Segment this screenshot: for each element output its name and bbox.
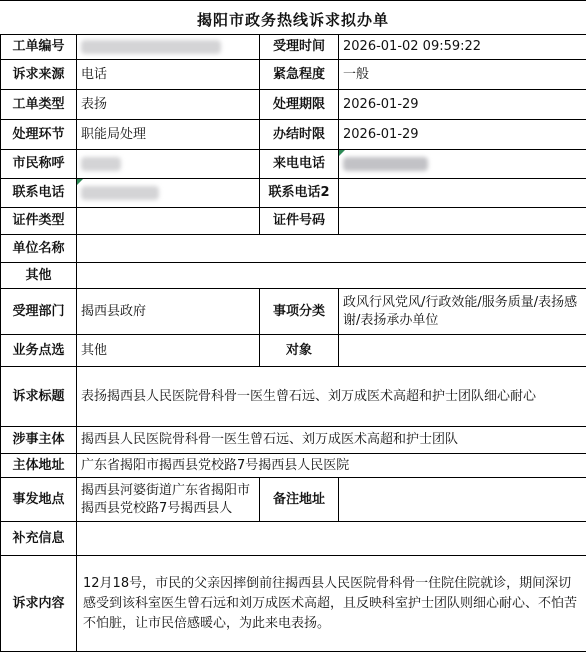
label-category: 事项分类 — [260, 289, 339, 335]
row-content — [1, 556, 586, 652]
other-value — [77, 263, 586, 289]
label-remark-addr: 备注地址 — [260, 478, 339, 522]
id-no-value — [339, 208, 586, 235]
label-other: 其他 — [1, 263, 77, 289]
accept-time-value: 2026-01-02 09:59:22 — [339, 35, 586, 60]
comment-mark-icon — [77, 179, 83, 185]
label-stage: 处理环节 — [1, 120, 77, 150]
urgency-value: 一般 — [339, 60, 586, 90]
label-business: 业务点选 — [1, 335, 77, 367]
finish-limit-value: 2026-01-29 — [339, 120, 586, 150]
label-urgency: 紧急程度 — [260, 60, 339, 90]
label-object: 对象 — [260, 335, 339, 367]
row-extra — [1, 522, 586, 556]
label-accept-time: 受理时间 — [260, 35, 339, 60]
row-other — [1, 263, 586, 289]
label-party-addr: 主体地址 — [1, 454, 77, 478]
order-type-value: 表扬 — [77, 90, 260, 120]
label-citizen-name: 市民称呼 — [1, 150, 77, 179]
redacted-citizen-name — [81, 157, 121, 171]
category-value: 政风行风党风/行政效能/服务质量/表扬感谢/表扬承办单位 — [339, 289, 586, 335]
place-value: 揭西县河婆街道广东省揭阳市揭西县党校路7号揭西县人 — [77, 478, 260, 522]
party-value: 揭西县人民医院骨科骨一医生曾石远、刘万成医术高超和护士团队 — [77, 427, 586, 454]
row-citizen — [1, 150, 586, 179]
label-incoming-phone: 来电电话 — [260, 150, 339, 179]
source-value: 电话 — [77, 60, 260, 90]
label-source: 诉求来源 — [1, 60, 77, 90]
form-title: 揭阳市政务热线诉求拟办单 — [0, 0, 586, 37]
label-deadline: 处理期限 — [260, 90, 339, 120]
row-source — [1, 60, 586, 90]
label-extra-info: 补充信息 — [1, 522, 77, 556]
label-work-order-no: 工单编号 — [1, 35, 77, 60]
row-work-order — [1, 35, 586, 60]
row-party — [1, 427, 586, 454]
contact-phone2-value — [339, 179, 586, 208]
label-id-no: 证件号码 — [260, 208, 339, 235]
row-business — [1, 335, 586, 367]
citizen-name-value — [77, 150, 260, 179]
row-stage — [1, 120, 586, 150]
org-name-value — [77, 235, 586, 263]
label-org-name: 单位名称 — [1, 235, 77, 263]
stage-value: 职能局处理 — [77, 120, 260, 150]
deadline-value: 2026-01-29 — [339, 90, 586, 120]
label-party: 涉事主体 — [1, 427, 77, 454]
remark-addr-value — [339, 478, 586, 522]
label-finish-limit: 办结时限 — [260, 120, 339, 150]
work-order-no-value — [77, 35, 260, 60]
row-subject — [1, 367, 586, 427]
row-id — [1, 208, 586, 235]
comment-mark-icon — [339, 150, 345, 156]
label-id-type: 证件类型 — [1, 208, 77, 235]
redacted-contact-phone — [81, 186, 159, 200]
row-place — [1, 478, 586, 522]
label-contact-phone: 联系电话 — [1, 179, 77, 208]
content-value: 12月18号，市民的父亲因摔倒前往揭西县人民医院骨科骨一住院住院就诊，期间深切感受到该科室医生曾石远和刘万成医术高超，且反映科室护士团队则细心耐心、不怕苦不怕脏，让市民倍感暖心，为此来电表扬。 — [77, 556, 586, 652]
dept-value: 揭西县政府 — [77, 289, 260, 335]
subject-value: 表扬揭西县人民医院骨科骨一医生曾石远、刘万成医术高超和护士团队细心耐心 — [77, 367, 586, 427]
contact-phone-value — [77, 179, 260, 208]
row-dept — [1, 289, 586, 335]
label-order-type: 工单类型 — [1, 90, 77, 120]
row-party-addr — [1, 454, 586, 478]
label-content: 诉求内容 — [1, 556, 77, 652]
redacted-incoming-phone — [343, 157, 428, 171]
party-addr-value: 广东省揭阳市揭西县党校路7号揭西县人民医院 — [77, 454, 586, 478]
row-org — [1, 235, 586, 263]
row-contact — [1, 179, 586, 208]
id-type-value — [77, 208, 260, 235]
extra-info-value — [77, 522, 586, 556]
business-value: 其他 — [77, 335, 260, 367]
redacted-work-order-no — [81, 40, 221, 54]
form-table — [0, 34, 586, 652]
row-order-type — [1, 90, 586, 120]
label-contact-phone2: 联系电话2 — [260, 179, 339, 208]
label-dept: 受理部门 — [1, 289, 77, 335]
incoming-phone-value — [339, 150, 586, 179]
object-value — [339, 335, 586, 367]
label-place: 事发地点 — [1, 478, 77, 522]
label-subject: 诉求标题 — [1, 367, 77, 427]
